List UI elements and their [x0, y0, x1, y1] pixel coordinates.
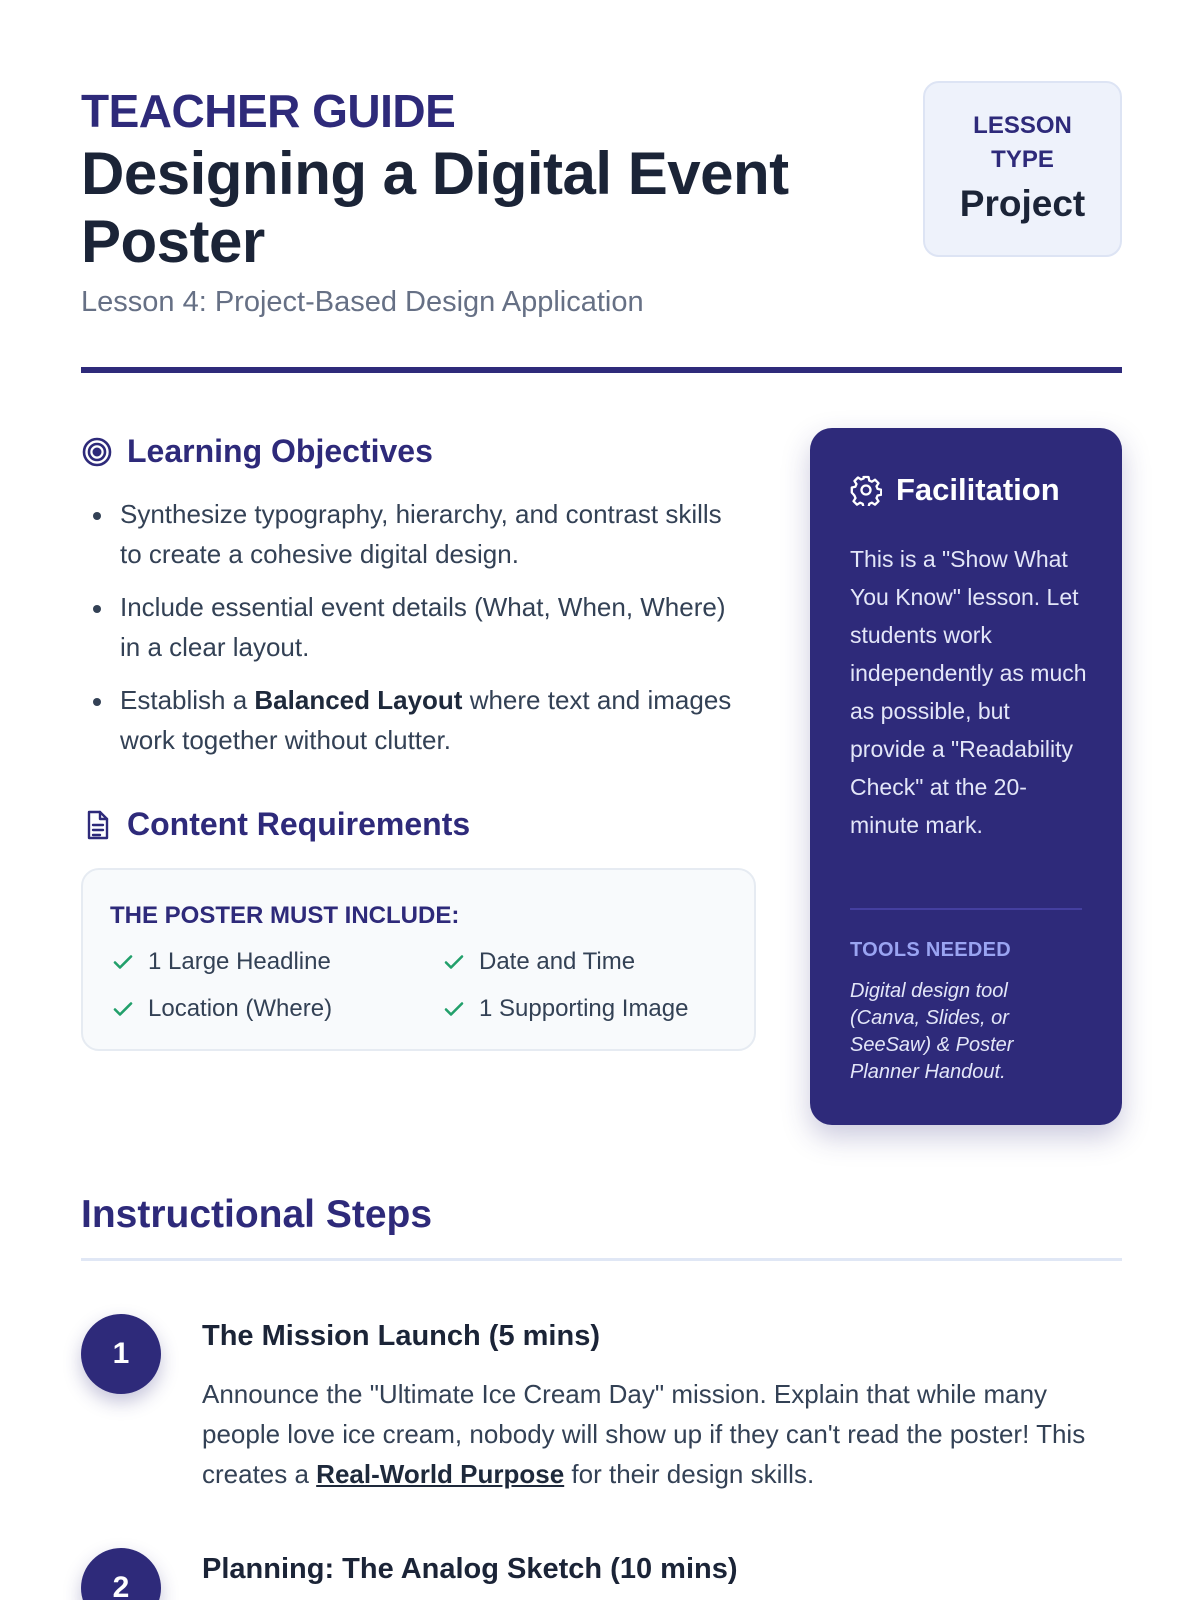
objective-text: Synthesize typography, hierarchy, and contrast skills to create a cohesive digital design.: [120, 499, 722, 569]
step-number-badge: 1: [81, 1314, 161, 1394]
guide-eyebrow: TEACHER GUIDE: [81, 85, 456, 137]
document-icon: [81, 809, 113, 841]
step-description-pre: Announce the "Ultimate Ice Cream Day" mission. Explain that while many people love ice cream, nobody will show up if they can't read the poster! This creates a: [202, 1379, 1086, 1489]
step-description-emphasis: Real-World Purpose: [316, 1459, 565, 1489]
tools-heading: TOOLS NEEDED: [850, 939, 1012, 961]
objectives-heading: [81, 433, 433, 470]
checkmark-icon: [110, 949, 136, 975]
lesson-type-badge: [923, 81, 1122, 257]
step-title: Planning: The Analog Sketch (10 mins): [202, 1553, 738, 1585]
requirement-label: Date and Time: [479, 948, 636, 975]
facilitation-heading-label: Facilitation: [896, 472, 1060, 507]
header-divider: [81, 367, 1122, 373]
requirements-box: [81, 868, 756, 1051]
step-description: [202, 1374, 1127, 1494]
requirements-box-heading: THE POSTER MUST INCLUDE:: [110, 902, 460, 929]
step-description-post: for their design skills.: [564, 1459, 815, 1489]
objective-text-pre: Establish a: [120, 685, 255, 715]
objective-text-post: where text and images work together without clutter.: [120, 685, 732, 755]
objectives-list: [90, 494, 750, 773]
requirement-item: [110, 948, 331, 976]
facilitation-divider: [850, 908, 1082, 910]
objective-text: Include essential event details (What, When, Where) in a clear layout.: [120, 592, 726, 662]
requirements-heading-label: Content Requirements: [127, 806, 471, 842]
step-number-badge: 2: [81, 1548, 161, 1600]
tools-text: Digital design tool (Canva, Slides, or SeeSaw) & Poster Planner Handout.: [850, 980, 1014, 1083]
steps-divider: [81, 1258, 1122, 1261]
facilitation-heading: [850, 472, 1060, 508]
lesson-subtitle: Lesson 4: Project-Based Design Application: [81, 286, 644, 318]
facilitation-card: [810, 428, 1122, 1125]
steps-heading: Instructional Steps: [81, 1193, 433, 1236]
objective-emphasis: Balanced Layout: [254, 685, 463, 715]
requirement-item: [110, 995, 332, 1023]
requirement-item: [441, 995, 688, 1023]
step-title: The Mission Launch (5 mins): [202, 1320, 600, 1352]
requirement-label: Location (Where): [148, 995, 333, 1022]
checkmark-icon: [110, 996, 136, 1022]
requirements-heading: [81, 806, 470, 843]
lesson-type-value: Project: [959, 183, 1086, 224]
target-icon: [81, 436, 113, 468]
requirement-item: [441, 948, 635, 976]
checkmark-icon: [441, 996, 467, 1022]
list-item: [90, 494, 750, 574]
objectives-heading-label: Learning Objectives: [127, 433, 433, 469]
checkmark-icon: [441, 949, 467, 975]
lesson-type-label: LESSON TYPE: [973, 112, 1072, 173]
page-title: Designing a Digital Event Poster: [81, 140, 789, 275]
facilitation-text: This is a "Show What You Know" lesson. Let students work independently as much as possible, but provide a "Readability Check" at the 20-minute mark.: [850, 546, 1087, 838]
list-item: [90, 587, 750, 667]
list-item: [90, 680, 750, 760]
gear-icon: [850, 474, 882, 506]
requirement-label: 1 Large Headline: [148, 948, 331, 975]
requirement-label: 1 Supporting Image: [479, 995, 689, 1022]
